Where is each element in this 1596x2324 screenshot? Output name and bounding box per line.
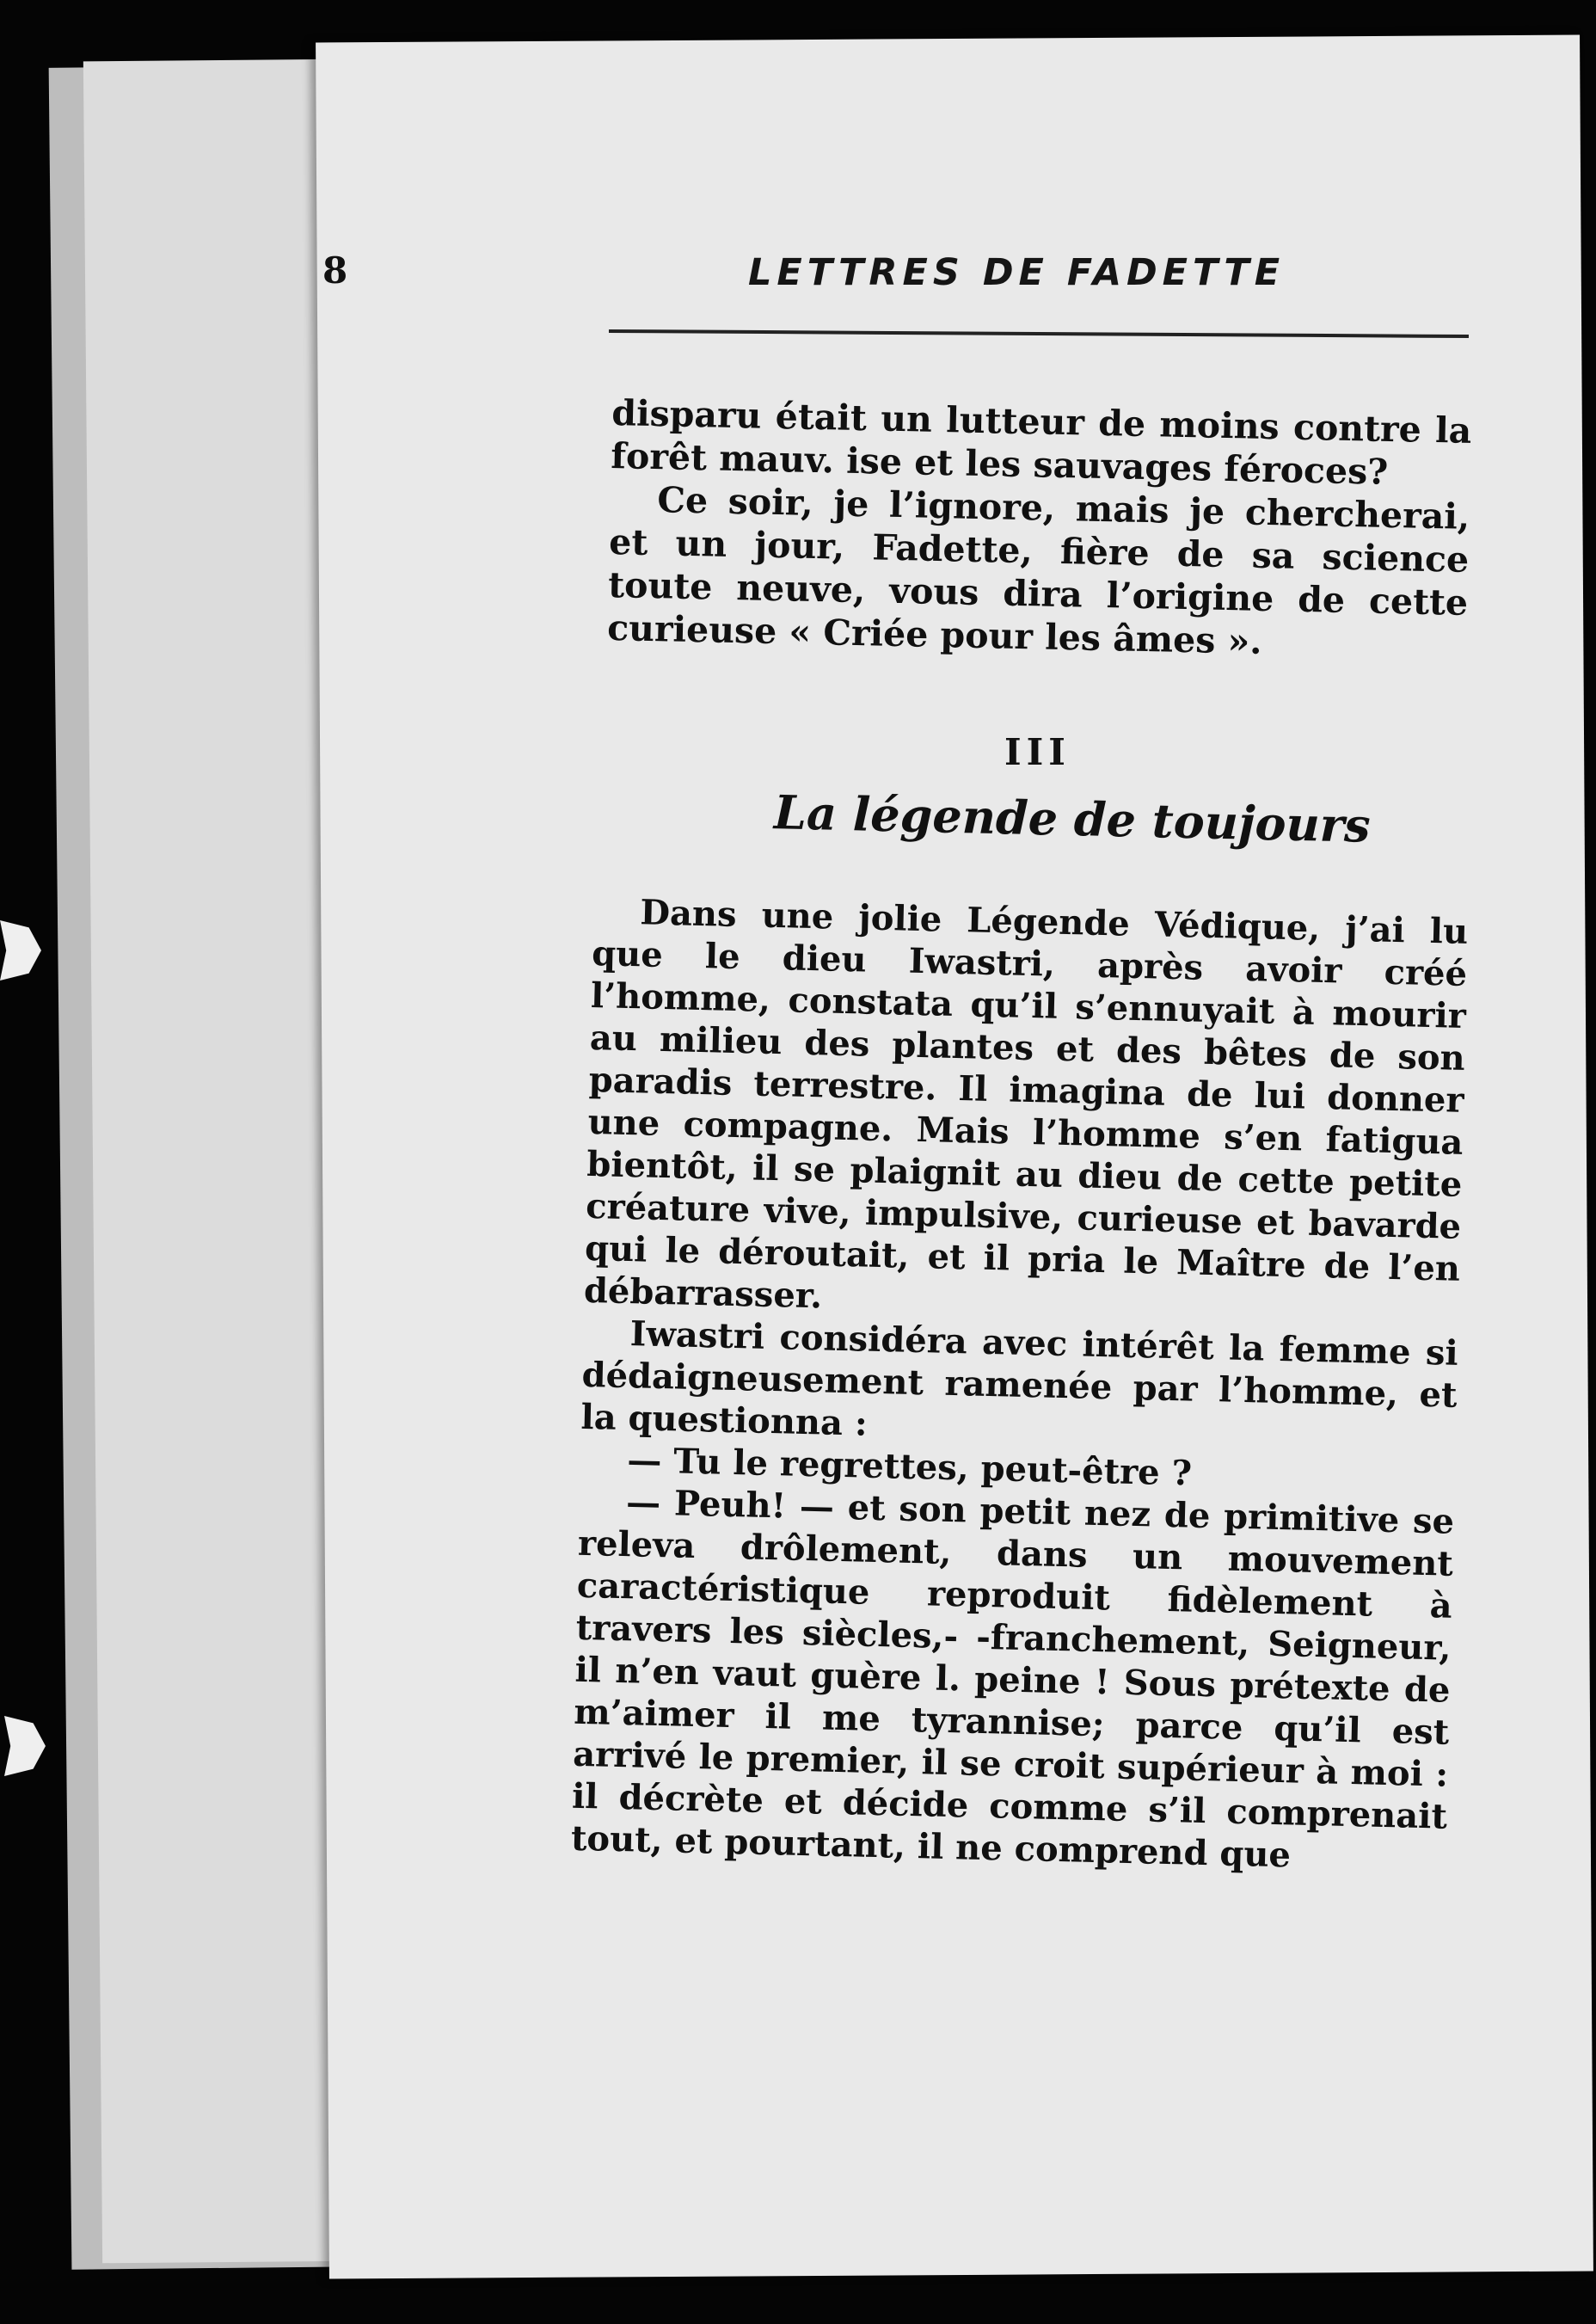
page-number: 8 <box>322 249 348 292</box>
chapter-number: III <box>1004 731 1071 773</box>
chapter-title: La légende de toujours <box>773 784 1372 853</box>
continuation-text <box>607 391 1472 667</box>
paragraph: disparu était un lutteur de moins contre la forêt mauv. ise et les sauvages féroces? <box>610 391 1472 493</box>
dialogue-paragraph: — Peuh! — et son petit nez de primitive se releva drôlement, dans un mouvement caractéristique reproduit fidèlement à travers les siècles,- -franchement, Seigneur, il n’en vaut guère l. peine ! Sous prétexte de m’aimer il me tyrannise; parce qu’il est arrivé le premier, il se croit supérieur à moi : il décrète et décide comme s’il comprenait tout, et pourtant, il ne comprend que <box>570 1482 1455 1876</box>
paragraph: Dans une jolie Légende Védique, j’ai lu que le dieu Iwastri, après avoir créé l’homme, constata qu’il s’ennuyait à mourir au milieu des plantes et des bêtes de son paradis terrestre. Il imagina de lui donner une compagne. Mais l’homme s’en fatigua bientôt, il se plaignit au dieu de cette petite créature vive, impulsive, curieuse et bavarde qui le déroutait, et il pria le Maître de l’en débarrasser. <box>583 892 1469 1317</box>
paragraph: Iwastri considéra avec intérêt la femme si dédaigneusement ramenée par l’homme, et la questionna : <box>580 1313 1459 1444</box>
dialogue-line: — Tu le regrettes, peut-être ? <box>626 1440 1193 1494</box>
left-margin-mark <box>4 1716 46 1776</box>
chapter-body <box>570 890 1468 1880</box>
left-margin-mark <box>0 920 41 981</box>
paragraph: Ce soir, je l’ignore, mais je chercherai, et un jour, Fadette, fière de sa science toute neuve, vous dira l’origine de cette curieuse « Criée pour les âmes ». <box>606 479 1470 662</box>
running-title: LETTRES DE FADETTE <box>748 251 1286 294</box>
